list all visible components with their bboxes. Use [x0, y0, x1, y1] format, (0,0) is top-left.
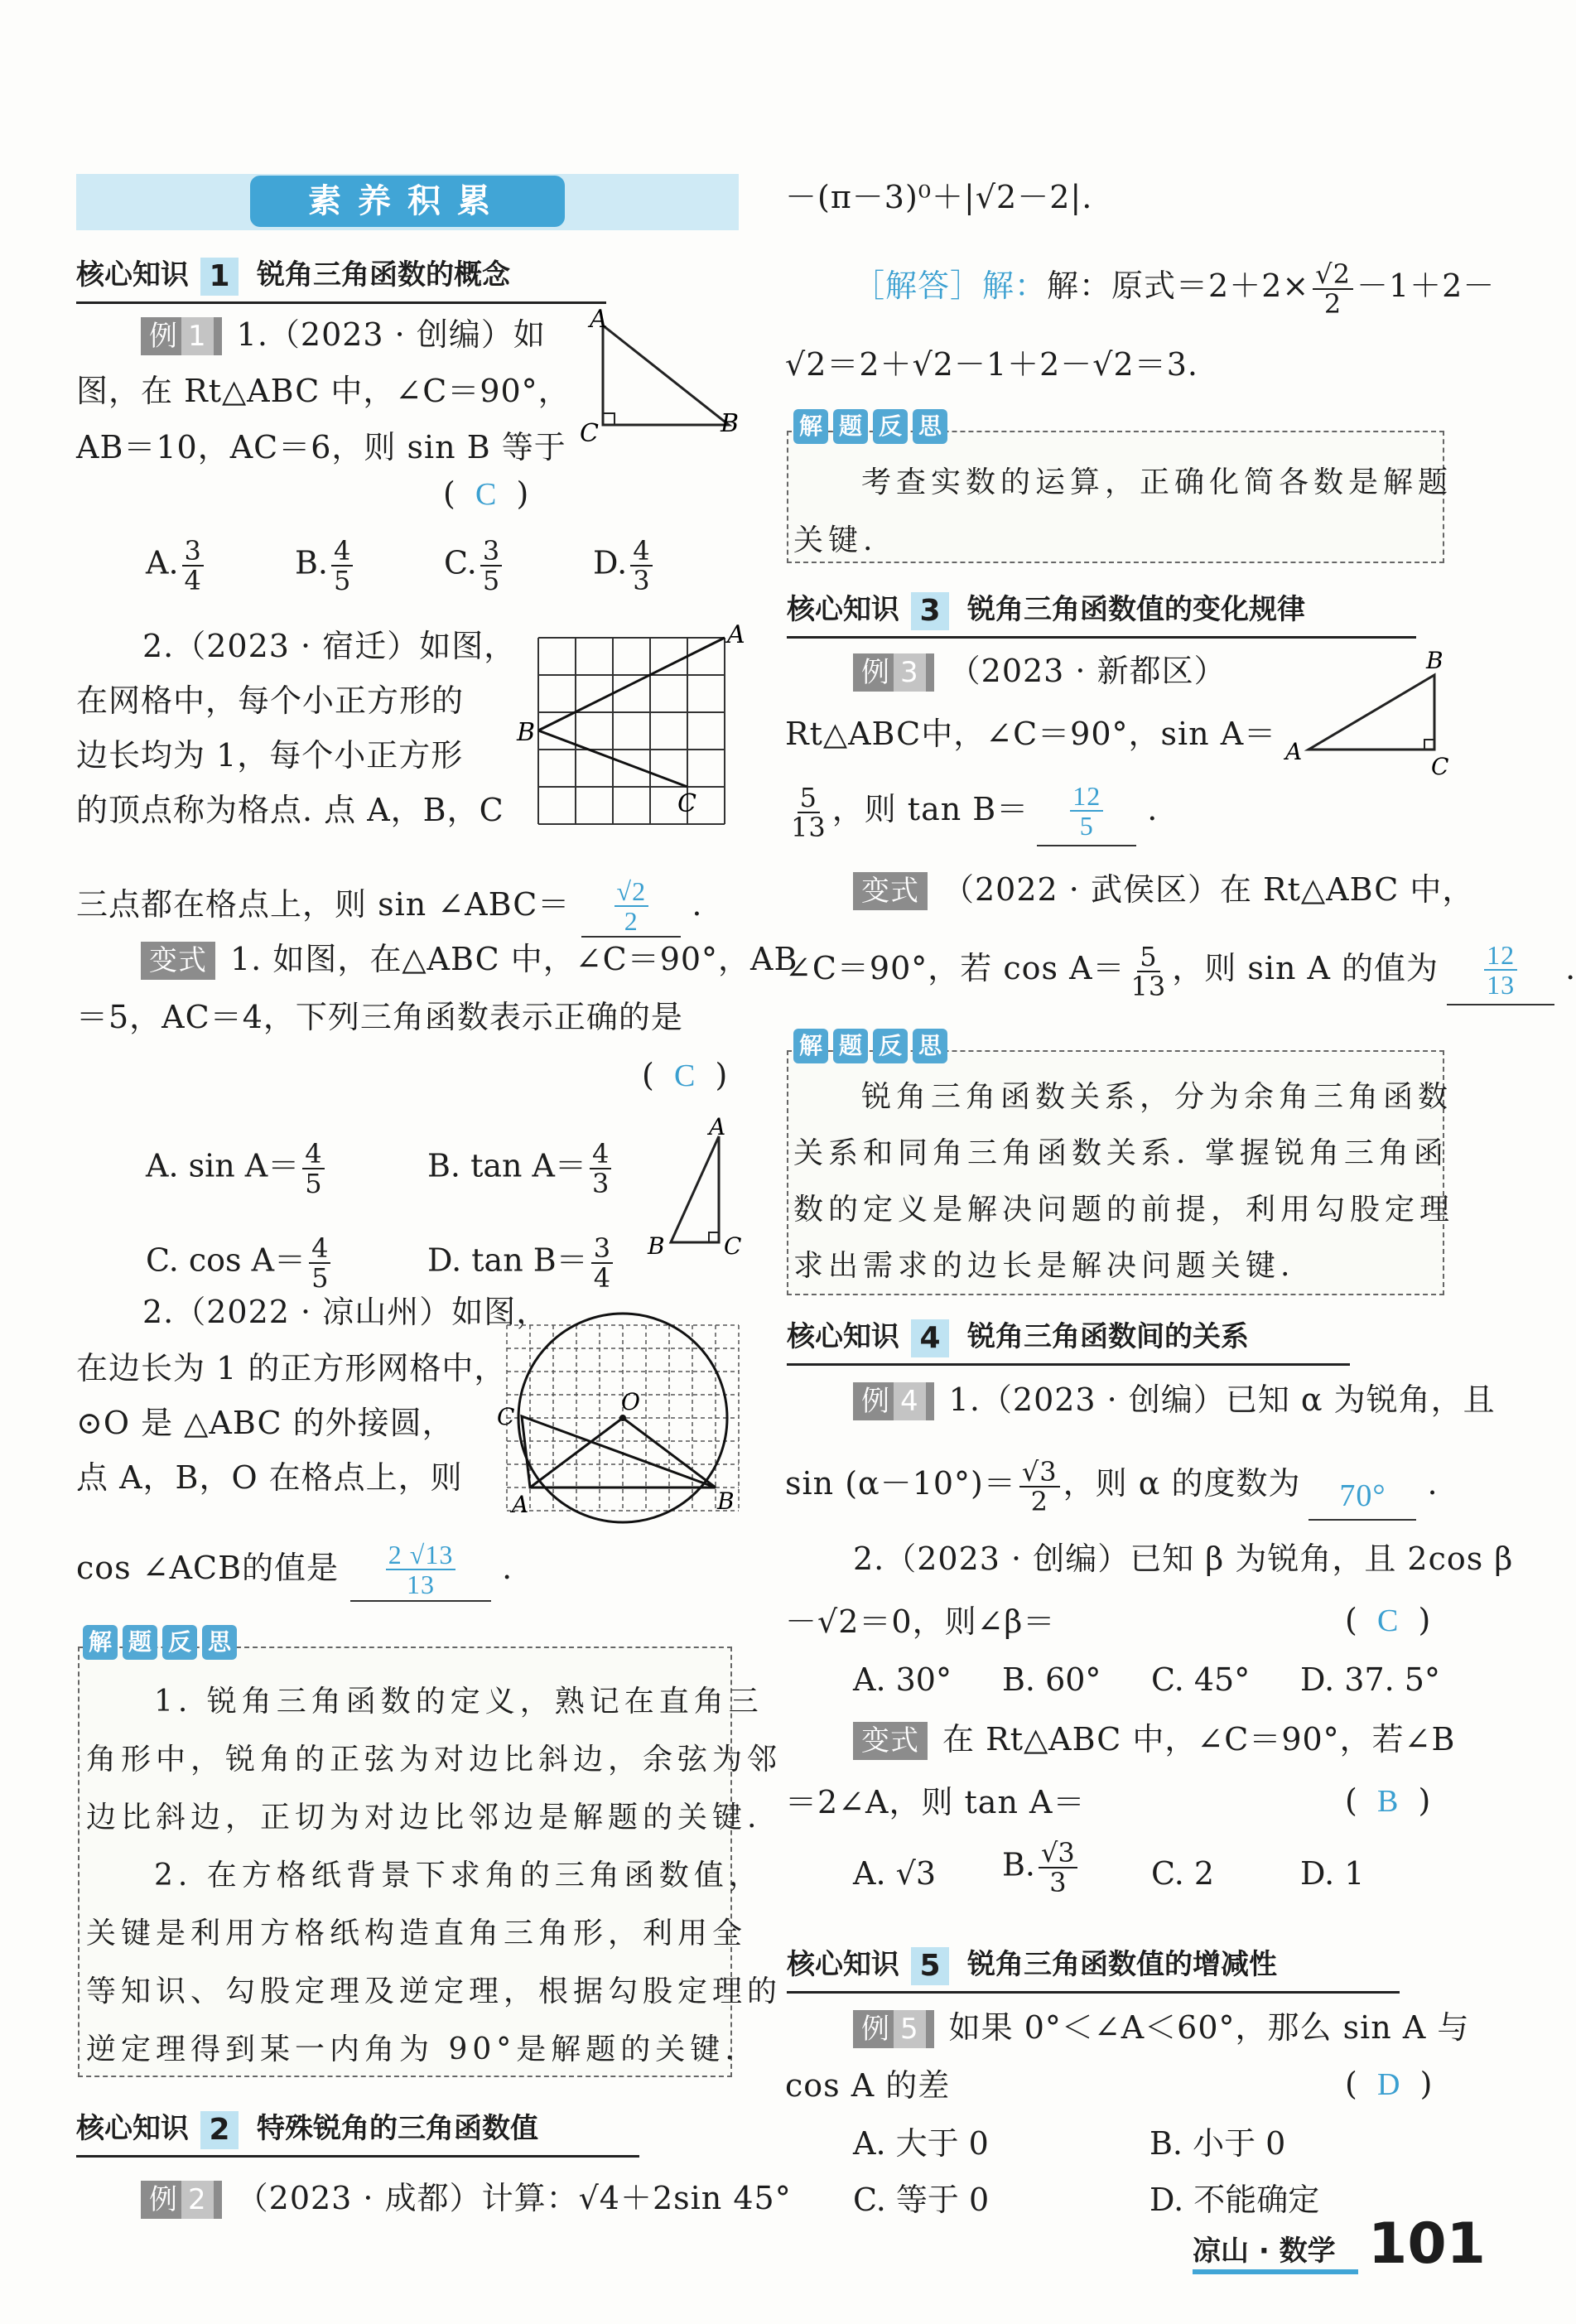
q2-line-2: 在网格中，每个小正方形的 — [76, 682, 465, 719]
core-knowledge-4: 核心知识 4 锐角三角函数间的关系 — [787, 1312, 1249, 1362]
core-knowledge-2: 核心知识 2 特殊锐角的三角函数值 — [76, 2104, 538, 2153]
example-3-line-1: 例 3 （2023 · 新都区） — [853, 648, 1227, 694]
option-a: A. sin A＝ $\frac{4}{5}$ — [146, 1140, 328, 1198]
option-d: D. 1 — [1300, 1855, 1365, 1892]
option-d: D. 37. 5° — [1300, 1661, 1440, 1698]
divider — [787, 636, 1416, 639]
option-b: B. 60° — [1002, 1661, 1101, 1698]
example-label: 例 5 — [853, 2010, 934, 2048]
option-a: A. 大于 0 — [853, 2125, 989, 2162]
answer-paren: ( C ) — [443, 475, 529, 512]
variant-4-line-2: ＝2∠A，则 tan A＝ — [785, 1784, 1086, 1820]
option-d: D. tan B＝ $\frac{3}{4}$ — [427, 1234, 616, 1292]
option-c: C. 45° — [1151, 1661, 1251, 1698]
svg-text:A: A — [709, 1113, 726, 1140]
reflection-line: 角形中，锐角的正弦为对边比斜边，余弦为邻 — [86, 1743, 783, 1777]
option-d: D. 不能确定 — [1149, 2182, 1320, 2218]
variant-3-line-1: 变式 （2022 · 武侯区）在 Rt△ABC 中， — [853, 866, 1474, 913]
reflection-line: 考查实数的运算，正确化简各数是解题 — [861, 465, 1453, 499]
example-label: 例 4 — [853, 1382, 934, 1420]
q2-line-1: 2.（2022 · 凉山州）如图， — [142, 1294, 549, 1330]
svg-text:C: C — [497, 1403, 515, 1430]
footer-brand: 凉山 · 数学 — [1193, 2235, 1336, 2268]
variant-label: 变式 — [141, 942, 215, 980]
divider — [76, 2155, 639, 2158]
example-4-line-2: sin (α－10°)＝ $\frac{√3}{2}$ ，则 α 的度数为 70° . — [785, 1446, 1439, 1521]
reflection-line: 关键是利用方格纸构造直角三角形，利用全 — [86, 1917, 748, 1950]
q2-line-3: ⊙O 是 △ABC 的外接圆， — [76, 1405, 455, 1441]
reflection-line: 数的定义是解决问题的前提，利用勾股定理 — [793, 1193, 1455, 1227]
grid-a: A — [727, 620, 745, 649]
example-1-line-3: AB＝10，AC＝6，则 sin B 等于 — [76, 429, 566, 465]
example-2-line-1: 例 2 （2023 · 成都）计算：√4＋2sin 45° — [141, 2175, 792, 2221]
divider — [787, 1991, 1400, 1994]
example-3-line-2: Rt△ABC中，∠C＝90°，sin A＝ — [785, 716, 1277, 752]
example-1-line-2: 图，在 Rt△ABC 中，∠C＝90°， — [76, 373, 571, 409]
reflection-tag: 解 题 反 思 — [793, 409, 952, 444]
svg-text:B: B — [1426, 647, 1443, 674]
triangle-figure-3 — [1275, 647, 1466, 783]
example-1-line-1: 例 1 1.（2023 · 创编）如 — [141, 311, 546, 358]
vertex-b: B — [721, 409, 740, 438]
divider — [787, 1363, 1350, 1366]
example-4-line-1: 例 4 1.（2023 · 创编）已知 α 为锐角，且 — [853, 1377, 1496, 1423]
banner — [76, 174, 739, 230]
reflection-line: 关键. — [793, 523, 878, 557]
answer-paren: ( C ) — [1345, 1602, 1431, 1638]
option-b: B. tan A＝ $\frac{4}{3}$ — [427, 1140, 614, 1198]
option-b: B. $\frac{4}{5}$ — [295, 537, 356, 595]
divider — [76, 301, 606, 304]
svg-text:C: C — [724, 1232, 742, 1260]
variant-3-line-2: ∠C＝90°，若 cos A＝ $\frac{5}{13}$ ，则 sin A 的值为 $\frac{12}{13}$ . — [785, 929, 1576, 1005]
option-c: C. 等于 0 — [853, 2182, 990, 2218]
example-label: 例 1 — [141, 317, 222, 355]
svg-text:B: B — [717, 1487, 735, 1515]
grid-c: C — [677, 789, 696, 818]
reflection-tag: 解 题 反 思 — [83, 1625, 242, 1660]
q2-line-2: 在边长为 1 的正方形网格中， — [76, 1350, 507, 1386]
example-2-line-2: －(π－3)⁰＋|√2－2|. — [785, 179, 1093, 215]
banner-title: 素养积累 — [250, 176, 565, 227]
q2-line-1: 2.（2023 · 宿迁）如图， — [142, 628, 517, 664]
triangle-figure-2 — [638, 1113, 754, 1267]
triangle-figure — [571, 305, 745, 451]
example-label: 例 2 — [141, 2181, 222, 2219]
q2-line-4: 的顶点称为格点. 点 A，B，C — [76, 792, 504, 828]
option-b: B. $\frac{√3}{3}$ — [1002, 1839, 1081, 1897]
core-knowledge-1: 核心知识 1 锐角三角函数的概念 — [76, 250, 510, 300]
core-knowledge-5: 核心知识 5 锐角三角函数值的增减性 — [787, 1940, 1277, 1989]
svg-text:A: A — [1285, 738, 1303, 765]
core-knowledge-3: 核心知识 3 锐角三角函数值的变化规律 — [787, 585, 1305, 634]
vertex-c: C — [580, 419, 599, 448]
vertex-a: A — [590, 305, 608, 334]
svg-text:B: B — [648, 1232, 665, 1260]
option-c: C. $\frac{3}{5}$ — [444, 537, 505, 595]
q2-line-3: 边长均为 1，每个小正方形 — [76, 737, 464, 774]
reflection-line: 边比斜边，正切为对边比邻边是解题的关键. — [86, 1801, 762, 1835]
page-number: 101 — [1368, 2211, 1486, 2277]
example-4-q2-line-1: 2.（2023 · 创编）已知 β 为锐角，且 2cos β — [853, 1540, 1514, 1577]
reflection-line: 关系和同角三角函数关系. 掌握锐角三角函 — [793, 1136, 1448, 1170]
option-d: D. $\frac{4}{3}$ — [593, 537, 656, 595]
reflection-line: 1. 锐角三角函数的定义，熟记在直角三 — [154, 1685, 764, 1719]
option-c: C. cos A＝ $\frac{4}{5}$ — [146, 1234, 334, 1292]
answer-paren: ( B ) — [1345, 1782, 1431, 1819]
reflection-line: 等知识、勾股定理及逆定理，根据勾股定理的 — [86, 1974, 783, 2008]
option-a: A. √3 — [853, 1855, 936, 1892]
footer-underline — [1193, 2269, 1358, 2274]
variant-4-line-1: 变式 在 Rt△ABC 中，∠C＝90°，若∠B — [853, 1716, 1455, 1762]
variant-1-line-2: ＝5，AC＝4，下列三角函数表示正确的是 — [76, 999, 683, 1035]
variant-label: 变式 — [853, 1722, 928, 1760]
reflection-line: 锐角三角函数关系，分为余角三角函数 — [861, 1080, 1453, 1114]
example-5-line-1: 例 5 如果 0°＜∠A＜60°，那么 sin A 与 — [853, 2004, 1469, 2051]
q2-line-5: 三点都在格点上，则 sin ∠ABC＝ $\frac{√2}{2}$ . — [76, 870, 702, 938]
svg-text:C: C — [1431, 753, 1449, 780]
example-4-q2-line-2: －√2＝0，则∠β＝ — [785, 1603, 1056, 1640]
circle-grid-figure — [497, 1317, 745, 1532]
variant-label: 变式 — [853, 872, 928, 910]
example-2-answer-line-1: ［解答］解：解：原式＝2＋2× $\frac{√2}{2}$ －1＋2－ — [853, 258, 1496, 320]
variant-1-line-1: 变式 1. 如图，在△ABC 中，∠C＝90°，AB — [141, 936, 798, 982]
grid-figure — [513, 620, 754, 834]
grid-b: B — [517, 718, 536, 747]
q2-line-5: cos ∠ACB的值是 $\frac{2 √13}{13}$ . — [76, 1532, 513, 1602]
example-5-line-2: cos A 的差 — [785, 2067, 951, 2104]
answer-paren: ( D ) — [1345, 2066, 1433, 2102]
example-3-line-3: $\frac{5}{13}$ ，则 tan B＝ $\frac{12}{5}$ . — [785, 770, 1158, 846]
reflection-line: 求出需求的边长是解决问题关键. — [793, 1249, 1295, 1283]
q2-line-4: 点 A，B，O 在格点上，则 — [76, 1459, 463, 1496]
option-c: C. 2 — [1151, 1855, 1215, 1892]
option-a: A. $\frac{3}{4}$ — [146, 537, 207, 595]
answer-paren: ( C ) — [642, 1057, 728, 1093]
reflection-line: 逆定理得到某一内角为 90°是解题的关键. — [86, 2032, 740, 2066]
example-label: 例 3 — [853, 653, 934, 692]
reflection-tag: 解 题 反 思 — [793, 1029, 952, 1063]
svg-text:O: O — [621, 1388, 640, 1415]
svg-text:A: A — [512, 1491, 529, 1518]
reflection-line: 2. 在方格纸背景下求角的三角函数值， — [154, 1859, 764, 1892]
option-b: B. 小于 0 — [1149, 2125, 1286, 2162]
option-a: A. 30° — [853, 1661, 952, 1698]
triangle — [603, 325, 729, 425]
example-2-answer-line-2: √2＝2＋√2－1＋2－√2＝3. — [785, 346, 1198, 383]
